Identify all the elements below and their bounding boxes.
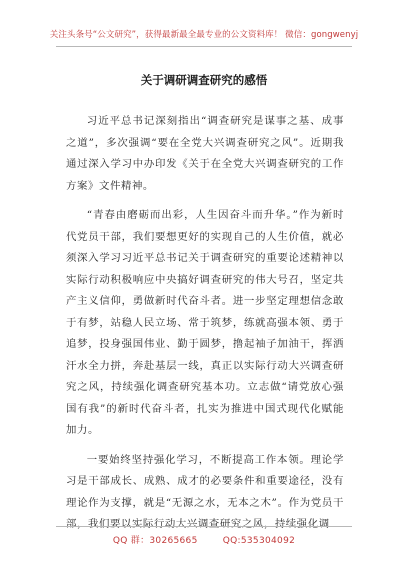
footer-divider <box>56 526 352 527</box>
document-body <box>66 111 344 544</box>
document-title: 关于调研调查研究的感悟 <box>140 73 268 87</box>
header-divider <box>56 46 352 47</box>
body-paragraph: “青春由磨砺而出彩，人生因奋斗而升华。”作为新时代党员干部，我们要想更好的实现自己的人生价值，就必须深入学习习近平总书记关于调查研究的重要论述精神以实际行动积极响应中央搞好调查研究的伟大号召，坚定共产主义信仰，勇做新时代奋斗者。进一步坚定理想信念敢于有梦，站稳人民立场、常于筑梦，练就高强本领、勇于追梦，投身强国伟业、勤于圆梦，撸起袖子加油干，挥洒汗水全力拼，奔赴基层一线，真正以实际行动大兴调查研究之风，持续强化调查研究基本功。立志做“请党放心强国有我”的新时代奋斗者，扎实为推进中国式现代化赋能加力。 <box>66 209 344 436</box>
footer-qq-group: QQ 群：30265665 <box>112 536 198 546</box>
header-banner: 关注头条号“公文研究”，获得最新最全最专业的公文资料库！ 微信：gongwenyj <box>49 30 359 40</box>
footer-qq: QQ:535304092 <box>222 536 296 546</box>
footer <box>0 533 408 546</box>
body-paragraph: 一要始终坚持强化学习，不断提高工作本领。理论学习是干部成长、成熟、成才的必要条件和重要途径，没有理论作为支撑，就是“无源之水，无本之木”。作为党员干部，我们要以实际行动大兴调查研究之风，持续强化调 <box>66 453 344 530</box>
body-paragraph: 习近平总书记深刻指出“调查研究是谋事之基、成事之道”，多次强调“要在全党大兴调查研究之风”。近期我通过深入学习中办印发《关于在全党大兴调查研究的工作方案》文件精神。 <box>66 115 344 192</box>
